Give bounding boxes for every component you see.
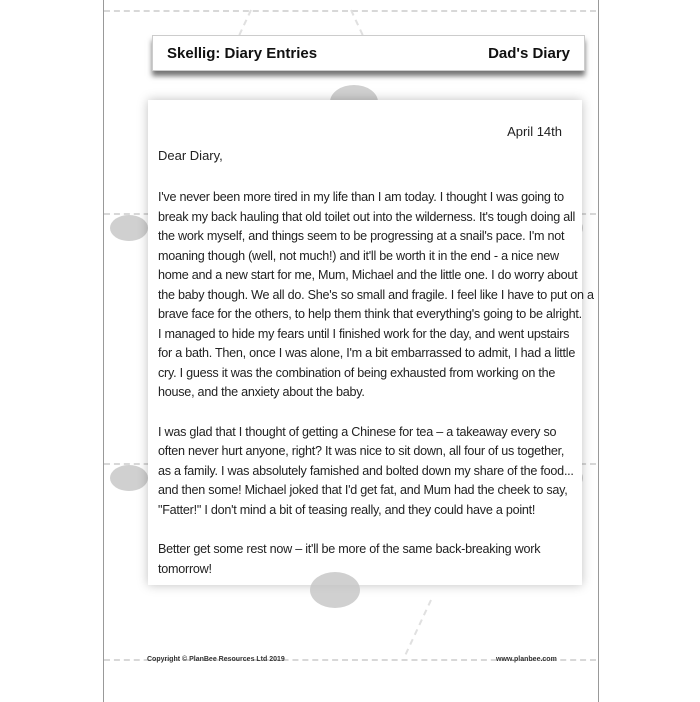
diary-line: I was glad that I thought of getting a Chinese for tea – a takeaway every so [158,424,557,439]
worksheet-header [152,35,585,71]
diary-line: "Fatter!" I don't mind a bit of teasing really, and they could have a point! [158,502,536,517]
diary-line: often never hurt anyone, right? It was nice to sit down, all four of us together, [158,444,565,458]
worksheet-subtitle: Dad's Diary [488,44,570,62]
diary-line: brave face for the others, to help them think that everything's going to be alright. [158,307,582,321]
diary-line: for a bath. Then, once I was alone, I'm a bit embarrassed to admit, I had a little [158,346,576,360]
diary-page [148,100,594,585]
diary-paragraph [158,423,594,521]
diary-line: house, and the anxiety about the baby. [158,385,365,399]
worksheet-title: Skellig: Diary Entries [167,44,318,62]
copyright: Copyright © PlanBee Resources Ltd 2019 [147,656,285,663]
bee-icon [310,572,360,608]
website-link[interactable]: www.planbee.com [496,656,557,663]
diary-line: as a family. I was absolutely famished and bolted down my share of the food... [158,463,574,478]
diary-line: and then some! Michael joked that I'd get fat, and Mum had the cheek to say, [158,483,568,497]
diary-line: moaning though (well, not much!) and it'll be worth it in the end - a nice new [158,248,559,263]
diary-paragraph [158,188,594,403]
diary-line: break my back hauling that old toilet out into the wilderness. It's tough doing all [158,209,576,224]
diary-line: Better get some rest now – it'll be more of the same back-breaking work [158,542,541,556]
diary-line: cry. I guess it was the combination of being exhausted from working on the [158,365,556,380]
diary-greeting: Dear Diary, [158,148,223,163]
diary-line: tomorrow! [158,561,212,576]
bee-icon [110,465,148,491]
diary-line: the baby though. We all do. She's so small and fragile. I feel like I have to put on a [158,287,594,302]
diary-line: the work myself, and things seem to be progressing at a snail's pace. I'm not [158,229,565,243]
diary-line: I managed to hide my fears until I finished work for the day, and went upstairs [158,326,570,341]
diary-paragraph [158,540,594,579]
diary-body [158,188,594,599]
diary-line: home and a new start for me, Mum, Michael and the little one. I do worry about [158,268,578,282]
bee-icon [110,215,148,241]
diary-date: April 14th [507,124,562,139]
diary-line: I've never been more tired in my life than I am today. I thought I was going to [158,190,564,204]
